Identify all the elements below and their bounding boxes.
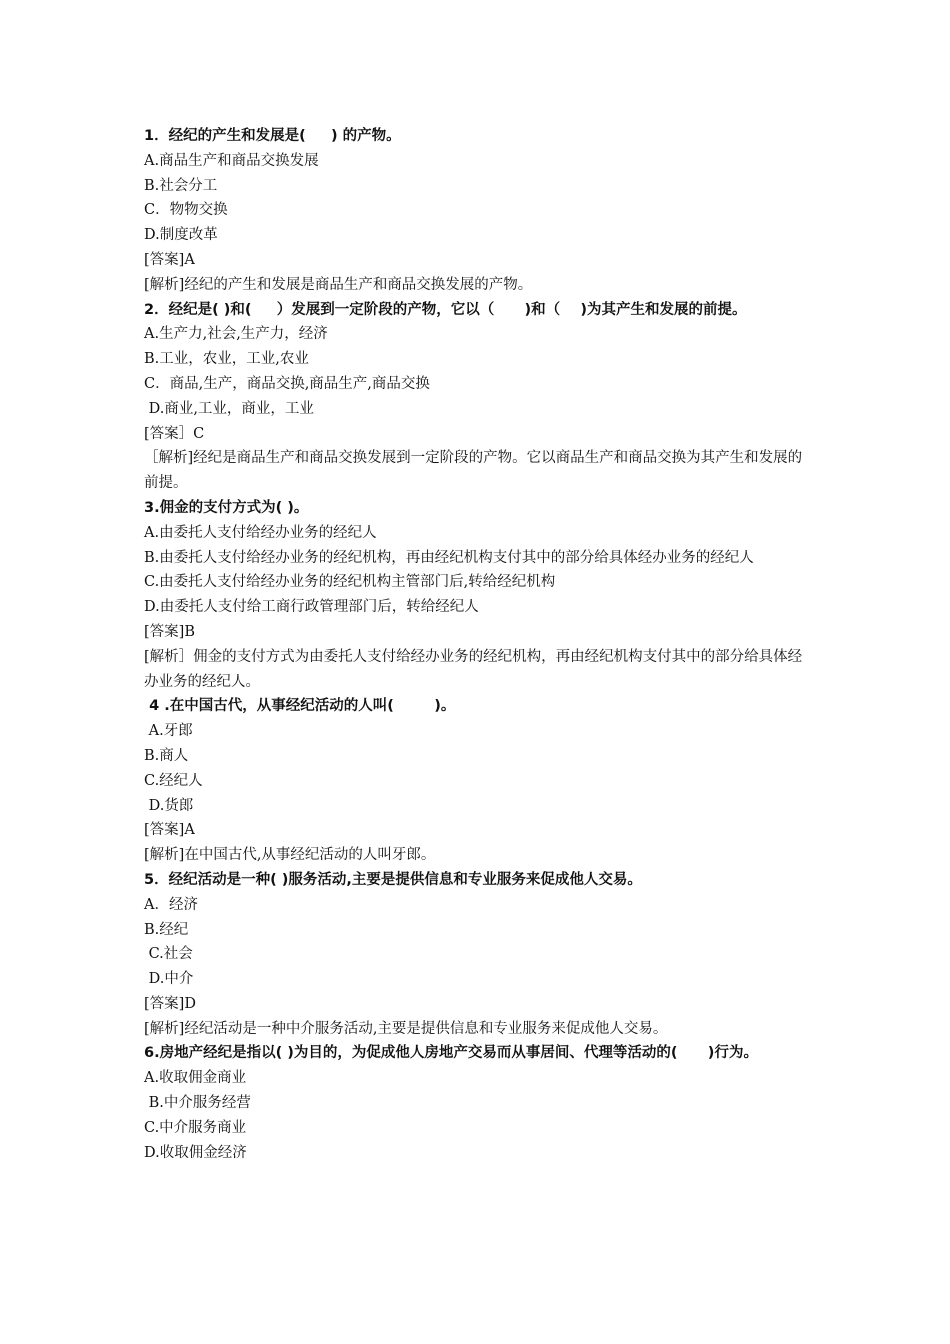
question-stem: 4 .在中国古代，从事经纪活动的人叫( )。	[144, 698, 456, 715]
answer: [答案]A	[144, 251, 195, 268]
option-d: D.制度改革	[144, 227, 218, 244]
option-d: D.货郎	[144, 797, 194, 814]
question-stem: 1．经纪的产生和发展是( ) 的产物。	[144, 128, 401, 144]
option-a: A.收取佣金商业	[144, 1070, 247, 1087]
answer: [答案]A	[144, 822, 195, 839]
question-block	[144, 124, 808, 298]
explanation: [解析]经纪的产生和发展是商品生产和商品交换发展的产物。	[144, 276, 533, 293]
option-d: D.收取佣金经济	[144, 1144, 247, 1161]
option-c: C.社会	[144, 946, 193, 963]
question-stem: 5．经纪活动是一种( )服务活动,主要是提供信息和专业服务来促成他人交易。	[144, 871, 642, 888]
option-d: D.由委托人支付给工商行政管理部门后，转给经纪人	[144, 599, 479, 616]
option-d: D.中介	[144, 971, 194, 988]
answer: [答案]B	[144, 623, 195, 640]
explanation: [解析］佣金的支付方式为由委托人支付给经办业务的经纪机构，再由经纪机构支付其中的部分给具体经办业务的经纪人。	[144, 648, 803, 690]
option-b: B.商人	[144, 747, 189, 764]
option-a: A．经济	[144, 896, 198, 913]
option-a: A.由委托人支付给经办业务的经纪人	[144, 524, 377, 541]
question-block	[144, 298, 808, 496]
option-b: B.社会分工	[144, 177, 218, 194]
question-stem: 2．经纪是( )和( ）发展到一定阶段的产物，它以（ )和（ )为其产生和发展的前提。	[144, 301, 747, 318]
option-c: C．物物交换	[144, 202, 228, 219]
option-c: C.经纪人	[144, 772, 203, 789]
option-a: A.生产力,社会,生产力，经济	[144, 326, 328, 343]
option-b: B.中介服务经营	[144, 1095, 251, 1112]
question-stem: 3.佣金的支付方式为( )。	[144, 499, 309, 516]
option-a: A.牙郎	[144, 723, 193, 740]
option-c: C.由委托人支付给经办业务的经纪机构主管部门后,转给经纪机构	[144, 574, 556, 591]
question-block	[144, 694, 808, 868]
option-d: D.商业,工业，商业，工业	[144, 400, 314, 417]
question-block	[144, 868, 808, 1042]
answer: [答案］C	[144, 425, 205, 442]
option-c: C．商品,生产，商品交换,商品生产,商品交换	[144, 375, 430, 392]
explanation: [解析]经纪活动是一种中介服务活动,主要是提供信息和专业服务来促成他人交易。	[144, 1020, 668, 1037]
option-c: C.中介服务商业	[144, 1119, 247, 1136]
question-block	[144, 1041, 808, 1165]
document-page	[144, 124, 808, 1165]
explanation: [解析]在中国古代,从事经纪活动的人叫牙郎。	[144, 847, 436, 864]
answer: [答案]D	[144, 995, 196, 1012]
option-b: B.由委托人支付给经办业务的经纪机构，再由经纪机构支付其中的部分给具体经办业务的经纪人	[144, 549, 754, 566]
option-b: B.经纪	[144, 921, 189, 938]
question-block	[144, 496, 808, 694]
explanation: ［解析]经纪是商品生产和商品交换发展到一定阶段的产物。它以商品生产和商品交换为其产生和发展的前提。	[144, 450, 803, 492]
option-b: B.工业，农业，工业,农业	[144, 351, 309, 368]
question-stem: 6.房地产经纪是指以( )为目的，为促成他人房地产交易而从事居间、代理等活动的( )行为。	[144, 1045, 758, 1062]
option-a: A.商品生产和商品交换发展	[144, 152, 319, 169]
